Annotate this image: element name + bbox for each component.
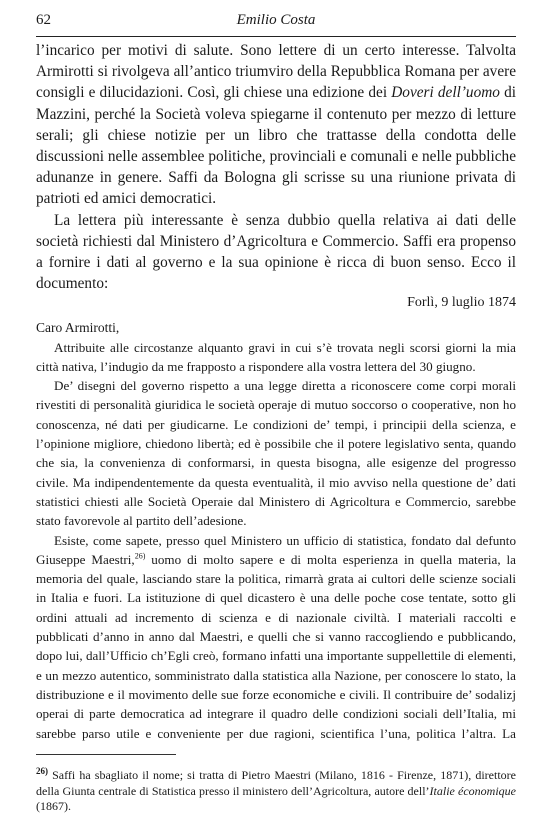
letter-paragraph-3: Esiste, come sapete, presso quel Ministero un ufficio di statistica, fondato dal defunto Giuseppe Maestri,$^{26)}$ uomo di molto sapere e di molta esperienza in quella materia, la memoria del quale, lasciando stare la politica, rimarrà grata ai cultori delle scienze sociali in Italia e fuori. La istituzione di quel dicastero è una delle poche cose tentate, sotto gli ordini attuali ad incremento di scienza e di nazionale civiltà. I materiali raccolti e pubblicati d’anno in anno dal Maestri, e quelli che si vanno raccogliendo e pubblicando, dopo lui, dall’Ufficio ch’Egli creò, formano infatti una importante suppellettile di elementi, e un mezzo autentico, somministrato dalla statistica alla Nazione, per conoscere lo stato, la distribuzione e il movimento delle sue forze economiche e civili. Il contribuire de’ sodalizj operai di parte democratica ad integrare il quadro delle condizioni sociali dell’Italia, mi sarebbe parso utile e conveniente per due ragioni, scientifica l’una, politica l’altra. La	[36, 532, 516, 741]
letter-salutation: Caro Armirotti,	[36, 320, 120, 336]
letter-date: Forlì, 9 luglio 1874	[407, 295, 516, 310]
footnote: $^{26)}$ Saffi ha sbagliato il nome; si tratta di Pietro Maestri (Milano, 1816 - Firenze, 1871), direttore della Giunta centrale di Statistica presso il ministero dell’Agricoltura, autore dell’Italie économique (1867).	[36, 766, 516, 813]
footnote-rule	[36, 754, 176, 755]
footnote-book-title: Italie économique	[429, 783, 516, 798]
footnote-mark: 26)	[36, 766, 48, 776]
footnote-reference: 26)	[134, 551, 146, 561]
letter-paragraph-1: Attribuite alle circostanze alquanto gravi in cui s’è trovata negli scorsi giorni la mia città nativa, l’indugio da me frapposto a rispondere alla vostra lettera del 30 giugno.	[36, 339, 516, 374]
running-head: Emilio Costa	[236, 12, 316, 28]
letter-paragraph-2: De’ disegni del governo rispetto a una legge diretta a riconoscere come corpi morali rivestiti di personalità giuridica le società operaje di mutuo soccorso o cooperative, non ho conoscenza, né dati per giudicarne. Le condizioni de’ tempi, i principii della scienza, e l’opinione migliore, chiedono libertà; ed è possibile che il potere legislativo senta, quando che sia, la convenienza di conformarsi, in questa bisogna, alle esigenze del progresso civile. Ma indipendentemente da questa eventualità, il mio avviso nella questione de’ dati statistici chiesti alle Società Operaie dal Ministero di Agricoltura e Commercio, sarebbe stato favorevole al partito dell’adesione.	[36, 378, 516, 529]
quoted-letter	[36, 293, 516, 743]
paragraph-intro: l’incarico per motivi di salute. Sono lettere di un certo interesse. Talvolta Armirotti si rivolgeva all’antico triumviro della Repubblica Romana per avere consigli e dilucidazioni. Così, gli chiese una edizione dei Doveri dell’uomo di Mazzini, perché la Società voleva spiegarne il contenuto per mezzo di letture serali; gli chiese notizie per un libro che trattasse della condotta delle discussioni nelle assemblee politiche, provinciali e comunali e nelle pubbliche adunanze in genere. Saffi da Bologna gli scrisse su una riunione privata di patrioti ed amici democratici.	[36, 42, 516, 208]
main-text	[36, 40, 516, 294]
book-title-italic: Doveri dell’uomo	[391, 84, 500, 102]
page-number: 62	[36, 12, 51, 28]
page-header	[36, 12, 516, 37]
paragraph-document-intro: La lettera più interessante è senza dubbio quella relativa ai dati delle società richiesti dal Ministero d’Agricoltura e Commercio. Saffi era propenso a fornire i dati al governo e la sua opinione è ricca di buon senso. Ecco il documento:	[36, 211, 516, 293]
